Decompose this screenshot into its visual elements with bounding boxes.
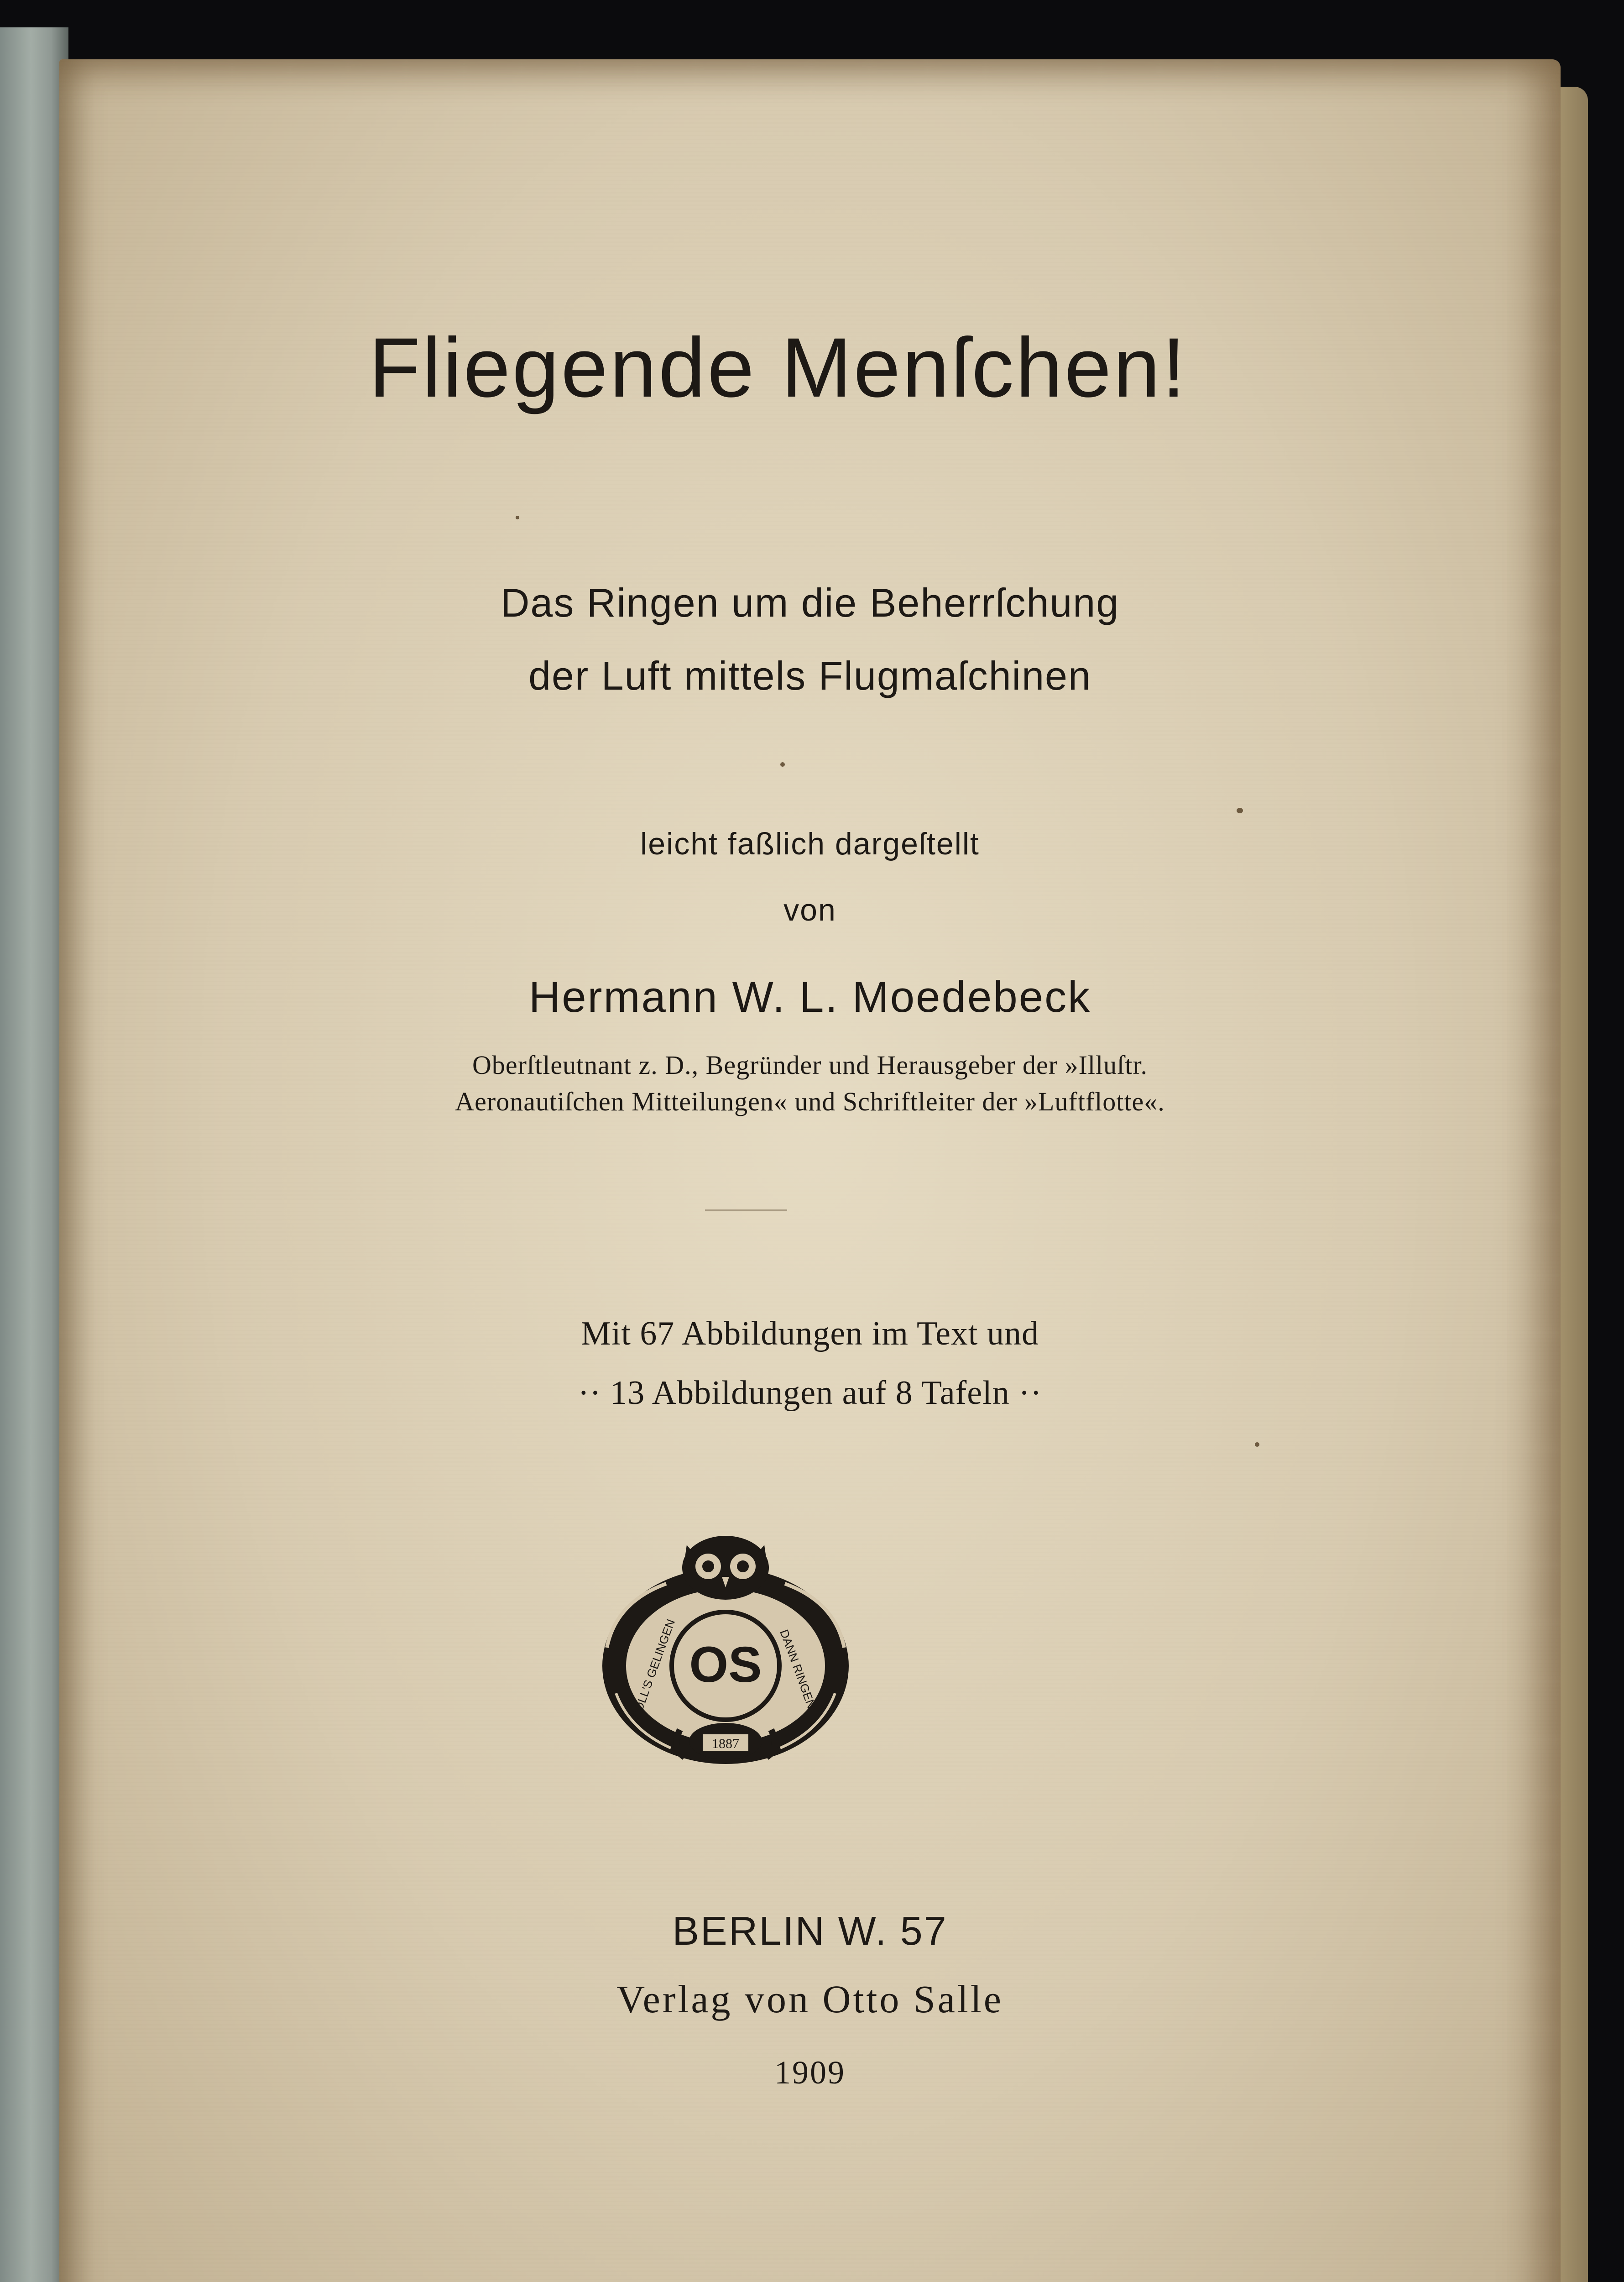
publisher-name: Verlag von Otto Salle [616,1977,1003,2021]
by-word: von [783,893,836,927]
ornamental-divider [705,1209,787,1211]
paper-speck [1255,1442,1259,1447]
publisher-city: BERLIN W. 57 [672,1908,948,1953]
paper-speck [780,762,785,767]
logo-motto-right: DANN RINGEN [777,1628,819,1711]
logo-year: 1887 [712,1736,739,1751]
subtitle-line-2: der Luft mittels Flugmaſchinen [528,653,1091,698]
logo-motto-left: SOLL'S GELINGEN [629,1617,678,1721]
owl-emblem-icon [589,1534,862,1771]
author-name: Hermann W. L. Moedebeck [528,973,1091,1021]
paper-speck [1237,808,1243,813]
illustrations-note-line-2: ·· 13 Abbildungen auf 8 Tafeln ·· [578,1374,1042,1412]
book-title: Fliegende Menſchen! [369,321,1187,415]
subtitle-line-1: Das Ringen um die Beherrſchung [500,580,1120,625]
illustrations-note-line-1: Mit 67 Abbildungen im Text und [581,1315,1039,1352]
logo-monogram: OS [689,1637,762,1693]
author-credit-line-1: Oberſtleutnant z. D., Begründer und Herausgeber der »Illuſtr. [472,1050,1148,1080]
author-credit-line-2: Aeronautiſchen Mitteilungen« und Schriftleiter der »Luftflotte«. [455,1087,1165,1116]
title-page [59,59,1561,2282]
publication-year: 1909 [774,2054,846,2091]
presented-note: leicht faßlich dargeſtellt [640,827,980,861]
paper-speck [516,516,519,519]
